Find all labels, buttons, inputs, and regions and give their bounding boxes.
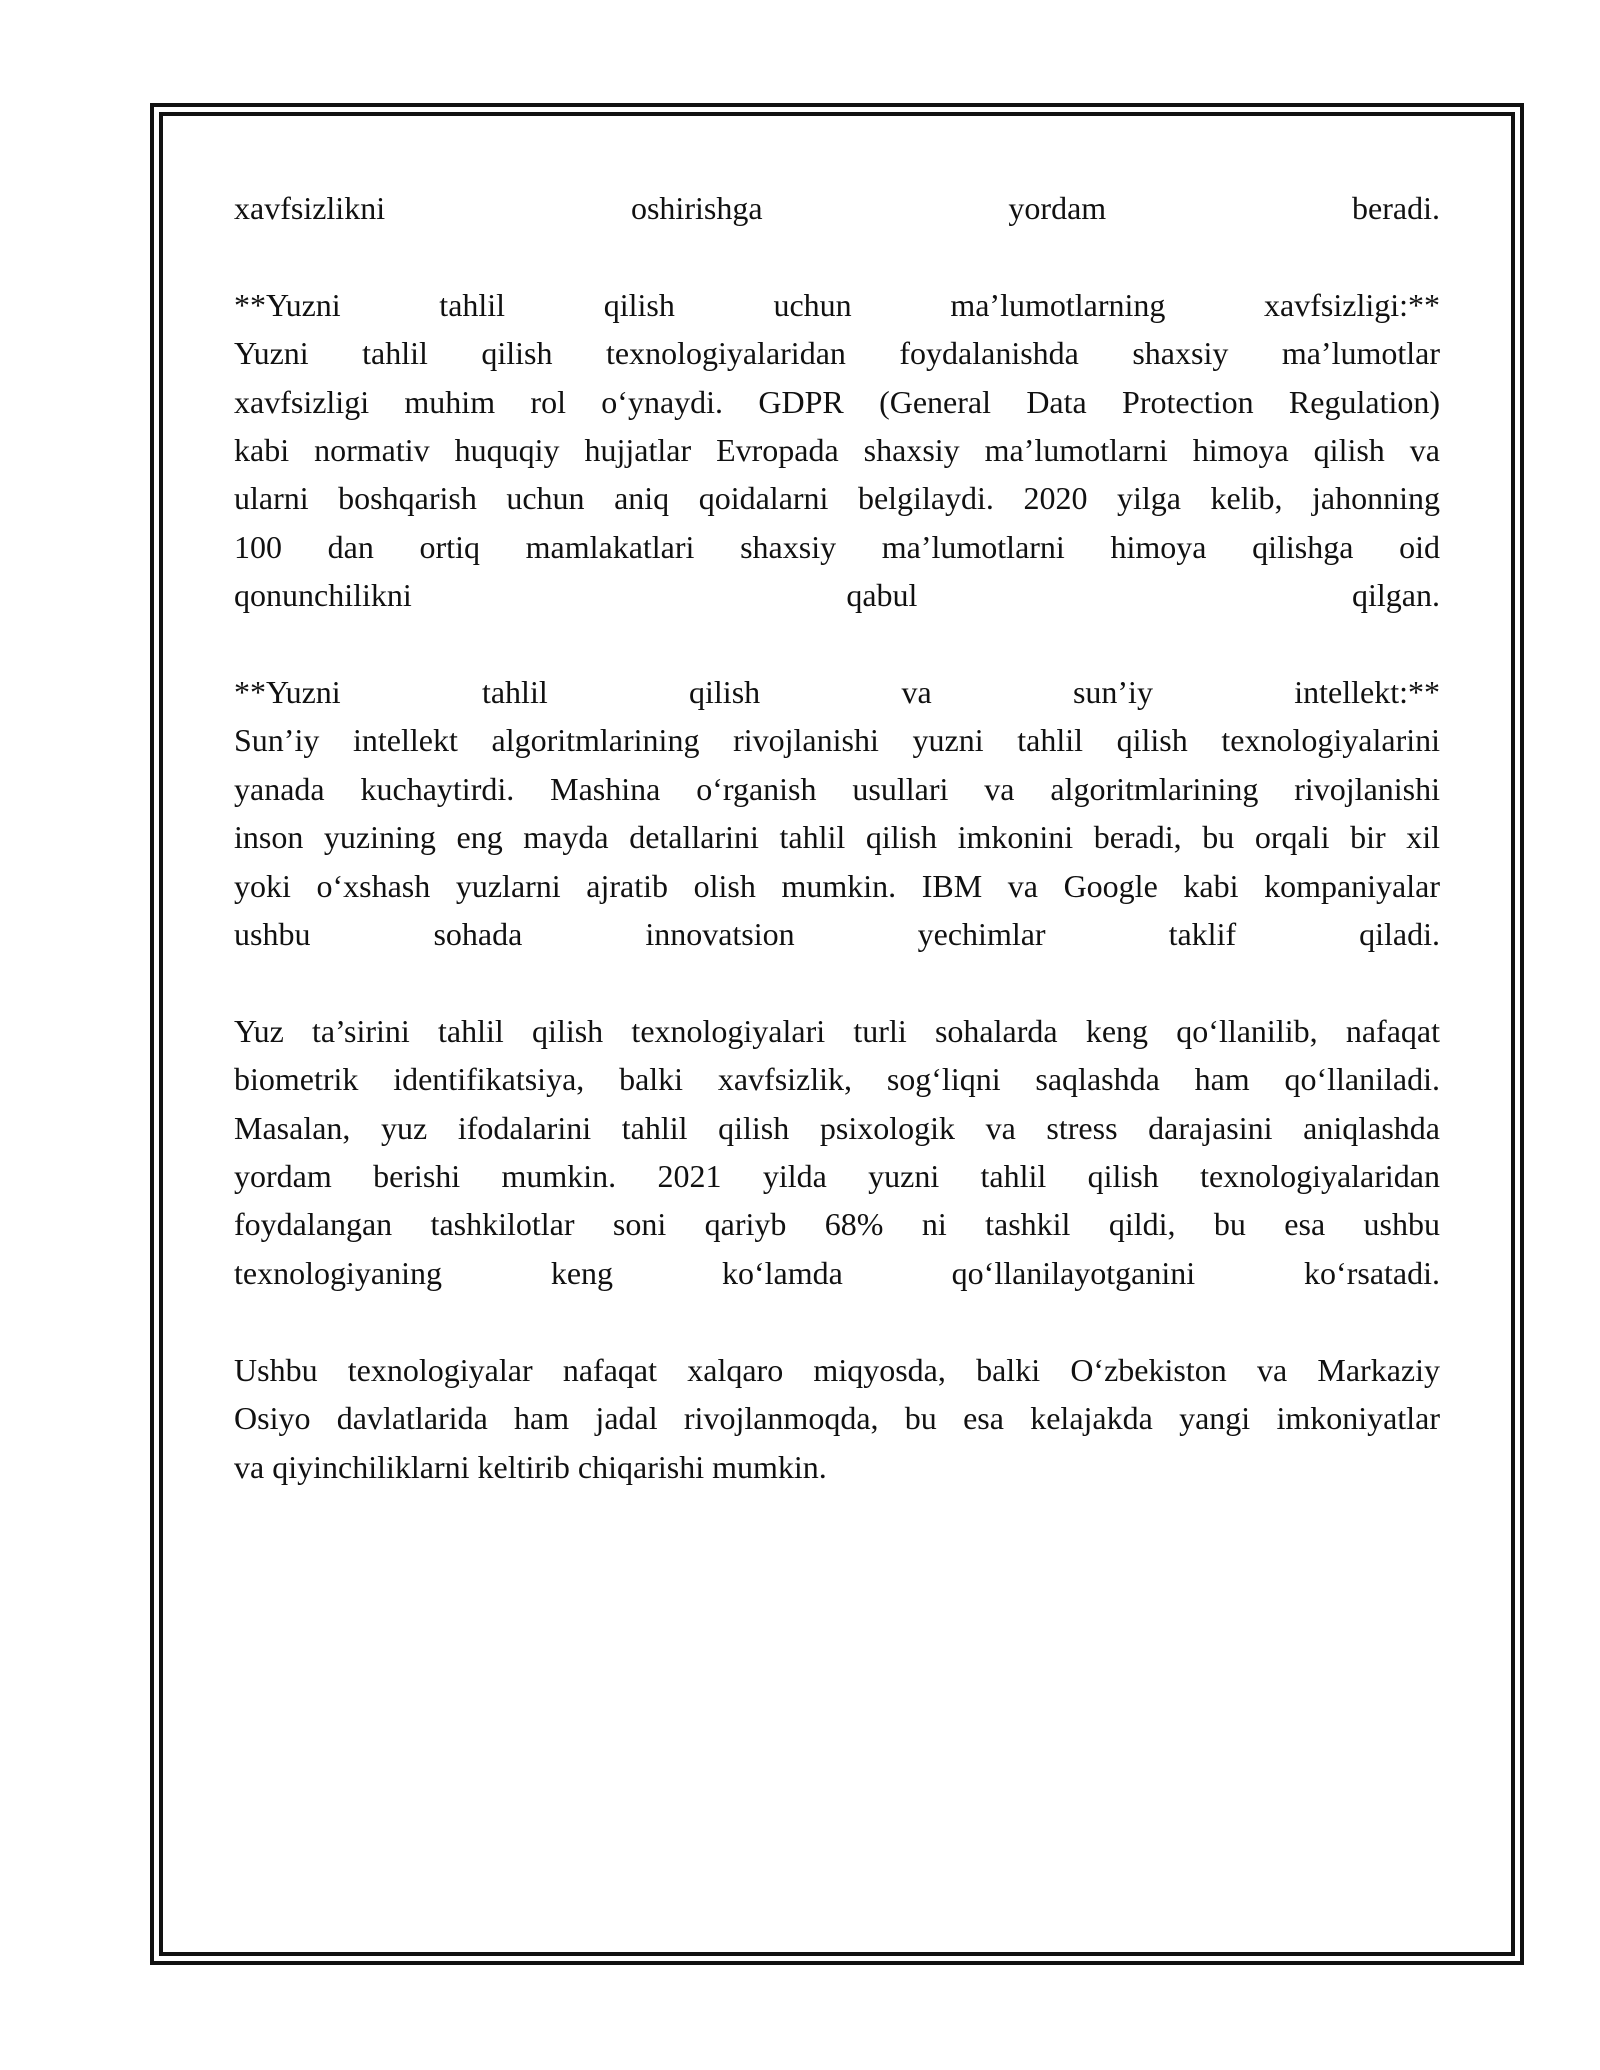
text-line: xavfsizligi muhim rol o‘ynaydi. GDPR (General Data Protection Regulation) [234, 383, 1440, 420]
text-line: yanada kuchaytirdi. Mashina o‘rganish usullari va algoritmlarining rivojlanishi [234, 770, 1440, 807]
text-line: Yuz ta’sirini tahlil qilish texnologiyalari turli sohalarda keng qo‘llanilib, nafaqat [234, 1012, 1440, 1049]
text-line: **Yuzni tahlil qilish uchun ma’lumotlarning xavfsizligi:** [234, 286, 1440, 323]
text-line: va qiyinchiliklarni keltirib chiqarishi mumkin. [234, 1448, 827, 1485]
text-line: Yuzni tahlil qilish texnologiyalaridan foydalanishda shaxsiy ma’lumotlar [234, 335, 1440, 372]
paragraph [234, 184, 1440, 232]
text-line: yoki o‘xshash yuzlarni ajratib olish mumkin. IBM va Google kabi kompaniyalar [234, 867, 1440, 904]
text-line: yordam berishi mumkin. 2021 yilda yuzni tahlil qilish texnologiyalaridan [234, 1158, 1440, 1195]
text-line: inson yuzining eng mayda detallarini tahlil qilish imkonini beradi, bu orqali bir xil [234, 819, 1440, 856]
text-line: 100 dan ortiq mamlakatlari shaxsiy ma’lumotlarni himoya qilishga oid [234, 528, 1440, 565]
document-body [234, 184, 1440, 1539]
text-line: ularni boshqarish uchun aniq qoidalarni belgilaydi. 2020 yilga kelib, jahonning [234, 480, 1440, 517]
text-line: Sun’iy intellekt algoritmlarining rivojlanishi yuzni tahlil qilish texnologiyalarini [234, 722, 1440, 759]
text-line: ushbu sohada innovatsion yechimlar taklif qiladi. [234, 916, 1440, 953]
text-line: kabi normativ huquqiy hujjatlar Evropada shaxsiy ma’lumotlarni himoya qilish va [234, 432, 1440, 469]
text-line: Masalan, yuz ifodalarini tahlil qilish psixologik va stress darajasini aniqlashda [234, 1109, 1440, 1146]
text-line: **Yuzni tahlil qilish va sun’iy intellekt:** [234, 674, 1440, 711]
text-line: biometrik identifikatsiya, balki xavfsizlik, sog‘liqni saqlashda ham qo‘llaniladi. [234, 1061, 1440, 1098]
paragraph [234, 1346, 1440, 1491]
text-line: xavfsizlikni oshirishga yordam beradi. [234, 190, 1440, 226]
text-line: Ushbu texnologiyalar nafaqat xalqaro miqyosda, balki O‘zbekiston va Markaziy [234, 1351, 1440, 1388]
paragraph [234, 668, 1440, 958]
text-line: texnologiyaning keng ko‘lamda qo‘llanilayotganini ko‘rsatadi. [234, 1254, 1440, 1291]
paragraph [234, 1007, 1440, 1297]
text-line: qonunchilikni qabul qilgan. [234, 577, 1440, 614]
text-line: Osiyo davlatlarida ham jadal rivojlanmoqda, bu esa kelajakda yangi imkoniyatlar [234, 1400, 1440, 1437]
paragraph [234, 281, 1440, 620]
text-line: foydalangan tashkilotlar soni qariyb 68% ni tashkil qildi, bu esa ushbu [234, 1206, 1440, 1243]
